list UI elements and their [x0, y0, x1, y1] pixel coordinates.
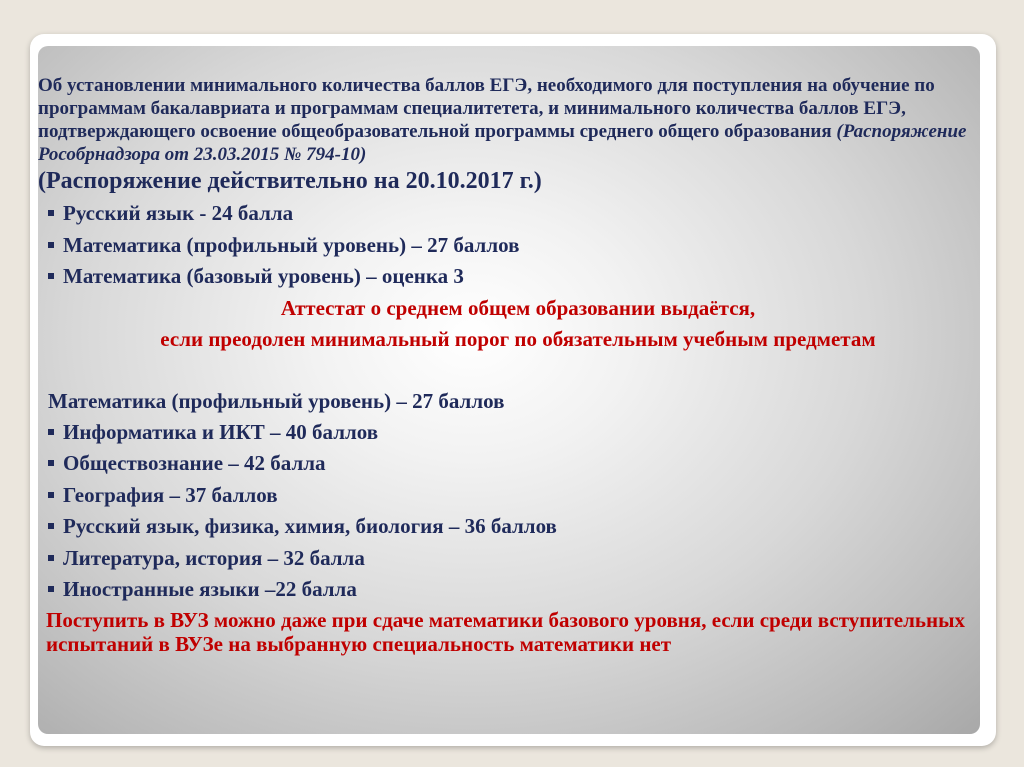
- list-item: [38, 198, 998, 230]
- list-item: [38, 480, 998, 512]
- intro-reference: (Распоряжение Рособрнадзора от 23.03.2015 № 794-10): [38, 121, 967, 165]
- slide-content: [38, 74, 998, 656]
- list-item-text: Математика (профильный уровень) – 27 баллов: [63, 232, 520, 257]
- certificate-note-line1: Аттестат о среднем общем образовании выдаётся,: [280, 295, 756, 320]
- bullet-icon: [48, 586, 54, 592]
- list-item-text: Математика (базовый уровень) – оценка 3: [63, 264, 464, 288]
- list-item-text: Иностранные языки –22 балла: [63, 577, 357, 601]
- list-item-text: Русский язык - 24 балла: [63, 201, 294, 225]
- bullet-icon: [48, 273, 54, 279]
- bullet-icon: [48, 242, 54, 248]
- spacer: [38, 355, 998, 385]
- list-item-text: Русский язык, физика, химия, биология – 36 баллов: [63, 514, 557, 538]
- certificate-note-line2: если преодолен минимальный порог по обязательным учебным предметам: [160, 326, 876, 351]
- bullet-icon: [48, 460, 54, 466]
- list-item-text: География – 37 баллов: [63, 482, 278, 507]
- university-header: Математика (профильный уровень) – 27 баллов: [48, 388, 505, 413]
- certificate-minimums-list: [38, 198, 998, 293]
- university-minimums-list: [38, 417, 998, 606]
- list-item-text: Обществознание – 42 балла: [63, 451, 326, 475]
- list-item: [38, 543, 998, 575]
- bullet-icon: [48, 429, 54, 435]
- bullet-icon: [48, 492, 54, 498]
- list-item: [38, 511, 998, 543]
- list-item-text: Литература, история – 32 балла: [63, 545, 365, 570]
- validity-note: (Распоряжение действительно на 20.10.2017 г.): [38, 168, 542, 194]
- intro-paragraph: [38, 74, 998, 166]
- list-item-text: Информатика и ИКТ – 40 баллов: [63, 419, 379, 444]
- list-item: [38, 448, 998, 480]
- list-item: [38, 574, 998, 606]
- bullet-icon: [48, 523, 54, 529]
- intro-text: Об установлении минимального количества баллов ЕГЭ, необходимого для поступления на обучение по программам бакалавриата и программам специалитетета, и минимального количества баллов ЕГЭ, подтверждающего освоение общеобразовательной программы среднего общего образования: [38, 75, 935, 142]
- list-item: [38, 417, 998, 449]
- footer-note: Поступить в ВУЗ можно даже при сдаче математики базового уровня, если среди вступительных испытаний в ВУЗе на выбранную специальность математики нет: [46, 607, 965, 656]
- list-item: [38, 230, 998, 262]
- bullet-icon: [48, 555, 54, 561]
- bullet-icon: [48, 210, 54, 216]
- list-item: [38, 261, 998, 293]
